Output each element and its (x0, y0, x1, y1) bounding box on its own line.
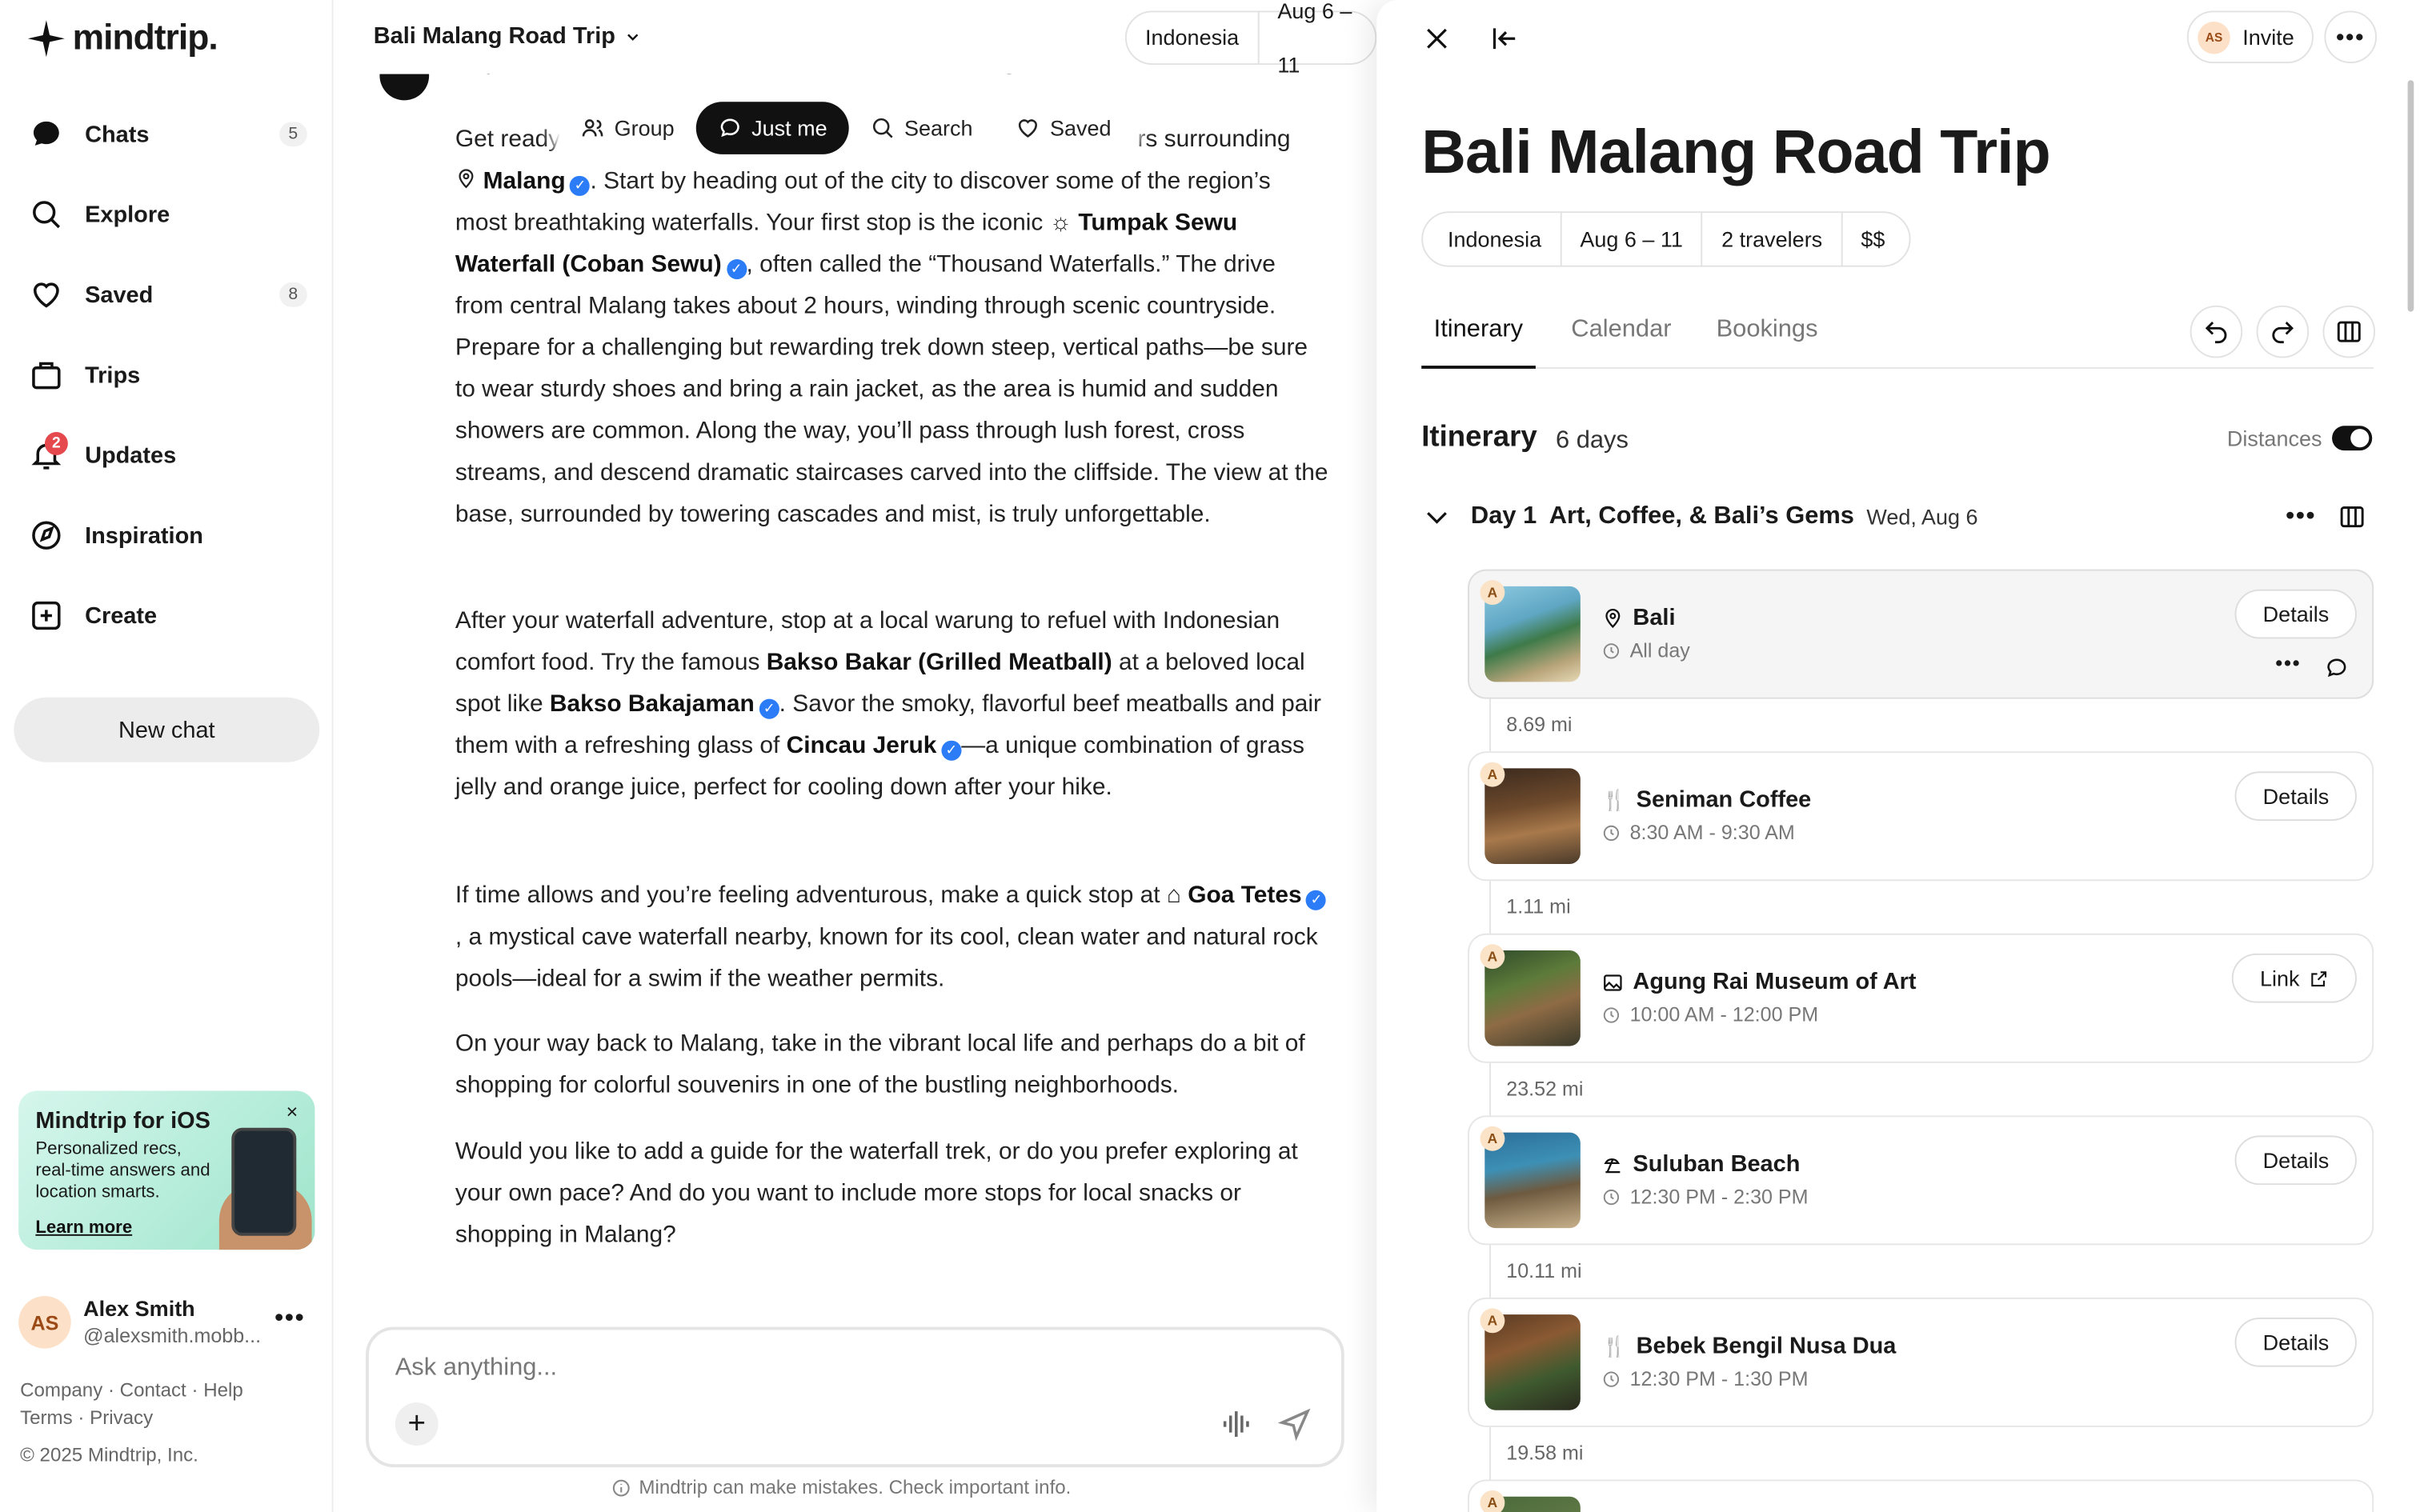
attendee-badge: A (1480, 944, 1504, 969)
time-text: 10:00 AM - 12:00 PM (1629, 1002, 1819, 1026)
day-header[interactable] (1421, 498, 2374, 535)
send-icon[interactable] (1278, 1407, 1312, 1441)
user-handle: @alexsmith.mobb... (83, 1323, 262, 1347)
sidebar-item-label: Updates (85, 442, 177, 469)
sidebar-item-label: Saved (85, 281, 154, 308)
message-paragraph (455, 600, 1329, 808)
place-name (1602, 969, 1917, 995)
close-promo-icon[interactable]: × (286, 1100, 298, 1123)
text: —a unique combination of grass jelly and orange juice, perfect for cooling down after your hike. (455, 733, 1305, 801)
sidebar-item-trips[interactable] (28, 352, 315, 398)
attendee-badge: A (1480, 1126, 1504, 1151)
trip-panel (1376, 0, 2420, 1512)
invite-button[interactable] (2187, 10, 2314, 63)
disclaimer (611, 1477, 1072, 1498)
text: After your waterfall adventure, stop at a local warung to refuel with Indonesian comfort food. Try the famous (455, 607, 1280, 676)
fork-knife-icon: 🍴 (1601, 1334, 1628, 1358)
avatar: AS (2198, 21, 2230, 53)
logo-text: mindtrip. (72, 17, 218, 58)
disclaimer-text: Mindtrip can make mistakes. Check important info. (639, 1476, 1072, 1498)
filter-group[interactable] (559, 102, 695, 154)
sidebar-item-chats[interactable] (28, 111, 315, 158)
place-time (1602, 1185, 1809, 1208)
timeline-line (1489, 881, 1491, 934)
place-name-text: Bali (1633, 604, 1676, 631)
count-badge: 8 (279, 282, 307, 307)
notification-badge: 2 (45, 432, 68, 455)
sidebar-item-saved[interactable] (28, 271, 315, 318)
message-paragraph (455, 115, 1329, 535)
place-link-malang[interactable]: Malang (483, 168, 566, 194)
external-link-icon (2309, 968, 2329, 988)
filter-label: Search (904, 115, 973, 141)
copyright: © 2025 Mindtrip, Inc. (20, 1444, 198, 1466)
details-button[interactable]: Details (2235, 1318, 2357, 1367)
picture-icon (1602, 971, 1624, 993)
phone-illustration (231, 1128, 296, 1236)
chat-bubble-icon (718, 116, 743, 141)
details-button[interactable]: Details (2235, 771, 2357, 821)
new-chat-button[interactable]: New chat (14, 698, 319, 762)
company-link[interactable]: Company (20, 1379, 103, 1402)
trip-chips (1421, 211, 1911, 266)
sidebar-item-label: Inspiration (85, 522, 203, 549)
tab-itinerary[interactable]: Itinerary (1421, 316, 1535, 369)
invite-label: Invite (2242, 24, 2294, 50)
chip-travelers[interactable]: 2 travelers (1703, 211, 1842, 266)
timeline-line (1489, 698, 1491, 756)
distance-label: 1.11 mi (1506, 894, 1571, 918)
place-name-text: Suluban Beach (1633, 1150, 1801, 1178)
sidebar-item-label: Chats (85, 121, 150, 148)
distances-toggle[interactable] (2332, 426, 2372, 450)
itinerary-card[interactable] (1468, 1115, 2374, 1245)
columns-view-icon[interactable] (2338, 503, 2366, 531)
more-options-icon[interactable]: ••• (2324, 10, 2377, 63)
itinerary-card[interactable] (1468, 751, 2374, 881)
clock-icon (1602, 641, 1621, 659)
terms-link[interactable]: Terms (20, 1406, 73, 1429)
link-label: Link (2260, 966, 2300, 991)
search-icon (871, 116, 895, 141)
close-icon[interactable] (1416, 18, 1456, 58)
tab-calendar[interactable]: Calendar (1571, 316, 1672, 343)
place-name (1602, 605, 1676, 631)
place-link-bakso-bakajaman[interactable]: Bakso Bakajaman (549, 690, 755, 718)
place-link-bakso-bakar[interactable]: Bakso Bakar (Grilled Meatball) (766, 649, 1112, 676)
place-name-text: Seniman Coffee (1636, 786, 1812, 814)
place-time (1602, 1367, 1809, 1390)
filter-bar (559, 102, 1132, 154)
sparkle-logo-icon (26, 18, 66, 58)
distance-label: 8.69 mi (1506, 712, 1573, 736)
time-text: 12:30 PM - 1:30 PM (1629, 1366, 1809, 1390)
footer-links-row2: Terms · Privacy (20, 1406, 154, 1429)
place-name (1602, 787, 1811, 814)
place-link-cincau-jeruk[interactable]: Cincau Jeruk (786, 733, 937, 759)
clock-icon (1602, 1005, 1621, 1023)
more-options-icon[interactable]: ••• (2286, 502, 2317, 530)
details-button[interactable]: Details (2235, 590, 2357, 639)
message-composer[interactable] (366, 1327, 1344, 1467)
sidebar-item-label: Trips (85, 362, 141, 389)
sidebar-item-label: Explore (85, 201, 170, 228)
cave-icon: ⌂ (1166, 882, 1188, 909)
comment-icon[interactable] (2324, 656, 2349, 681)
day-name: Art, Coffee, & Bali’s Gems (1549, 502, 1854, 530)
undo-icon[interactable] (2190, 306, 2243, 358)
scrollbar[interactable] (2408, 80, 2414, 311)
time-text: All day (1629, 638, 1690, 662)
place-time (1602, 821, 1795, 844)
itinerary-card[interactable] (1468, 570, 2374, 699)
place-name-text: Bebek Bengil Nusa Dua (1636, 1333, 1897, 1360)
chip-country[interactable]: Indonesia (1423, 211, 1561, 266)
learn-more-link[interactable]: Learn more (35, 1218, 133, 1238)
filter-label: Just me (751, 115, 827, 141)
place-name-text: Agung Rai Museum of Art (1633, 969, 1917, 995)
user-name: Alex Smith (83, 1295, 195, 1321)
text: at a beloved local spot like (455, 649, 1305, 718)
place-link-goa-tetes[interactable]: Goa Tetes (1188, 882, 1302, 909)
mindtrip-logo[interactable] (26, 17, 218, 58)
avatar: AS (18, 1296, 71, 1349)
time-text: 8:30 AM - 9:30 AM (1629, 820, 1795, 844)
attendee-badge: A (1480, 1308, 1504, 1333)
time-text: 12:30 PM - 2:30 PM (1629, 1185, 1809, 1209)
timeline-line (1489, 1245, 1491, 1298)
clock-icon (1602, 1187, 1621, 1206)
day-number: Day 1 (1470, 502, 1537, 530)
chevron-down-icon (1421, 502, 1452, 533)
promo-body: Personalized recs, real-time answers and location smarts. (35, 1140, 210, 1202)
footer-links-row1: Company · Contact · Help (20, 1379, 243, 1402)
compass-icon (28, 517, 65, 554)
tab-bookings[interactable]: Bookings (1716, 316, 1818, 343)
itinerary-card[interactable] (1468, 1298, 2374, 1427)
filter-saved[interactable] (995, 102, 1133, 154)
beach-icon (1602, 1154, 1624, 1175)
message-paragraph: On your way back to Malang, take in the vibrant local life and perhaps do a bit of shopping for colorful souvenirs in one of the bustling neighborhoods. (455, 1030, 1305, 1099)
filter-label: Group (614, 115, 675, 141)
place-time (1602, 1003, 1818, 1026)
itinerary-card[interactable] (1468, 934, 2374, 1063)
voice-icon[interactable] (1220, 1407, 1253, 1441)
fork-knife-icon: 🍴 (1601, 787, 1628, 811)
attendee-badge: A (1480, 580, 1504, 605)
sidebar-item-explore[interactable] (28, 191, 315, 238)
verified-icon: ✓ (1306, 890, 1326, 910)
place-time (1602, 638, 1690, 662)
message-paragraph (455, 874, 1329, 999)
sidebar (0, 0, 334, 1512)
ios-promo-card (18, 1090, 315, 1250)
chip-dates[interactable]: Aug 6 – 11 (1561, 211, 1703, 266)
trip-title: Bali Malang Road Trip (1421, 118, 2050, 187)
bell-icon (28, 434, 65, 474)
chat-bubble-icon (28, 116, 65, 153)
toggle-knob (2350, 429, 2369, 447)
distances-label: Distances (2226, 426, 2322, 451)
help-link[interactable]: Help (203, 1379, 243, 1402)
clock-icon (1602, 823, 1621, 842)
verified-icon: ✓ (570, 176, 590, 196)
sidebar-item-inspiration[interactable] (28, 512, 315, 558)
timeline-line (1489, 1427, 1491, 1480)
verified-icon: ✓ (941, 741, 961, 761)
suitcase-icon (28, 356, 65, 393)
day-date: Wed, Aug 6 (1866, 504, 1978, 530)
chip-dates[interactable]: Aug 6 – 11 (1277, 0, 1352, 77)
verified-icon: ✓ (759, 699, 779, 719)
text: If time allows and you’re feeling adventurous, make a quick stop at (455, 882, 1167, 909)
trip-title: Bali Malang Road Trip (373, 22, 615, 50)
distance-label: 10.11 mi (1506, 1258, 1582, 1282)
sidebar-item-label: Create (85, 602, 158, 629)
count-badge: 5 (279, 122, 307, 146)
place-name (1602, 1151, 1801, 1178)
pin-icon (1602, 607, 1624, 629)
text: . Start by heading out of the city to discover some of the region’s most breathtaking waterfalls. Your first stop is the iconic (455, 168, 1271, 237)
attendee-badge: A (1480, 1490, 1504, 1512)
verified-icon: ✓ (726, 259, 746, 279)
contact-link[interactable]: Contact (119, 1379, 186, 1402)
composer-input[interactable]: Ask anything... (395, 1354, 558, 1382)
message-paragraph: Would you like to add a guide for the waterfall trek, or do you prefer exploring at your own pace? And do you want to include more stops for local snacks or shopping in Malang? (455, 1138, 1298, 1249)
sidebar-item-create[interactable] (28, 593, 315, 639)
text: . Savor the smoky, flavorful beef meatballs and pair them with a refreshing glass of (455, 690, 1322, 759)
promo-title: Mindtrip for iOS (35, 1107, 210, 1134)
columns-view-icon[interactable] (2322, 306, 2375, 358)
place-link-tumpak-sewu[interactable]: Tumpak Sewu Waterfall (Coban Sewu) (455, 210, 1238, 278)
link-button[interactable] (2232, 954, 2357, 1003)
trip-chips (1125, 0, 1376, 77)
sidebar-item-updates[interactable] (28, 432, 315, 478)
distance-label: 19.58 mi (1506, 1441, 1584, 1465)
details-button[interactable]: Details (2235, 1135, 2357, 1185)
plus-square-icon (28, 597, 65, 634)
itinerary-heading: Itinerary (1421, 421, 1537, 454)
chevron-down-icon (623, 27, 642, 46)
pin-icon (455, 168, 477, 190)
chat-area (334, 0, 1377, 1512)
itinerary-days: 6 days (1555, 427, 1629, 454)
timeline-line (1489, 1063, 1491, 1116)
collapse-panel-icon[interactable] (1484, 18, 1525, 58)
trip-selector[interactable] (374, 23, 642, 50)
attendee-badge: A (1480, 762, 1504, 787)
heart-icon (28, 276, 65, 313)
chip-budget[interactable]: $$ (1861, 226, 1885, 252)
filter-search[interactable] (849, 102, 995, 154)
heart-icon (1016, 116, 1041, 141)
search-icon (28, 196, 65, 233)
text: , a mystical cave waterfall nearby, known for its cool, clean water and natural rock pools—ideal for a swim if the weather permits. (455, 924, 1318, 993)
itinerary-card[interactable] (1468, 1479, 2374, 1512)
filter-label: Saved (1050, 115, 1112, 141)
more-options-icon[interactable]: ••• (2275, 650, 2302, 674)
place-name (1602, 1333, 1897, 1359)
more-options-icon[interactable]: ••• (274, 1305, 306, 1332)
distance-label: 23.52 mi (1506, 1077, 1584, 1101)
text: Get ready (455, 126, 561, 153)
redo-icon[interactable] (2257, 306, 2310, 358)
add-attachment-button[interactable]: + (395, 1402, 439, 1446)
waterfall-icon: ☼ (1049, 210, 1079, 237)
filter-just-me[interactable] (696, 102, 849, 154)
clock-icon (1602, 1370, 1621, 1388)
text: , often called the “Thousand Waterfalls.” The drive from central Malang takes about 2 hours, winding through scenic countryside. Prepare for a challenging but rewarding trek down steep, vertical paths—be sure to wear sturdy shoes and bring a rain jacket, as the area is humid and sudden showers are common. Along the way, you’ll pass through lush forest, cross streams, and descend dramatic staircases carved into the cliffside. The view at the base, surrounded by towering cascades and mist, is truly unforgettable. (455, 251, 1328, 528)
privacy-link[interactable]: Privacy (90, 1406, 154, 1429)
text: rs surrounding (1137, 126, 1291, 153)
chip-country[interactable]: Indonesia (1127, 10, 1259, 64)
group-icon (580, 116, 605, 141)
user-profile[interactable] (18, 1293, 321, 1354)
info-icon (611, 1478, 631, 1498)
